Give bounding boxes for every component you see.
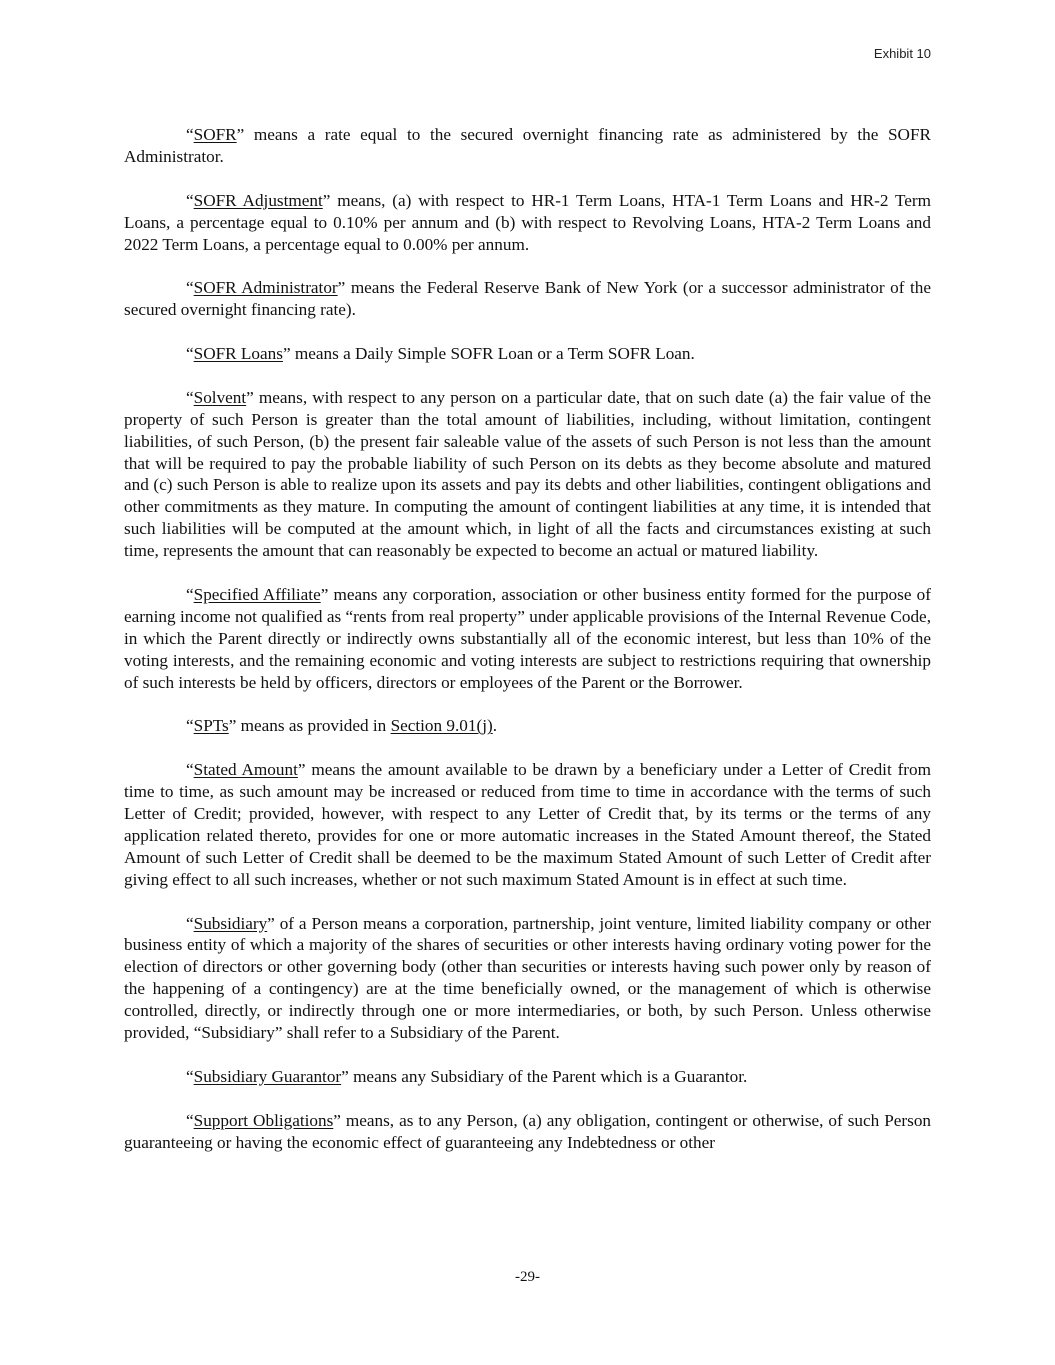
definition-text: ” means any corporation, association or other business entity formed for the purpose of earning income not qualified as “rents from real property” under applicable provisions of the Internal Revenue Code, in which the Parent directly or indirectly owns substantially all of the economic interest, but less than 10% of the voting interests, and the remaining economic and voting interests are subject to restrictions requiring that ownership of such interests be held by officers, directors or employees of the Parent or the Borrower. bbox=[124, 584, 931, 692]
defined-term: SPTs bbox=[193, 716, 229, 736]
open-quote: “ bbox=[186, 760, 194, 780]
definition-subsidiary-guarantor bbox=[124, 1066, 931, 1088]
open-quote: “ bbox=[186, 278, 194, 298]
defined-term: SOFR Administrator bbox=[193, 278, 338, 298]
defined-term: Subsidiary bbox=[193, 913, 268, 933]
definition-text: ” means a Daily Simple SOFR Loan or a Term SOFR Loan. bbox=[282, 344, 695, 364]
definition-tail: . bbox=[492, 716, 498, 736]
defined-term: Specified Affiliate bbox=[193, 584, 321, 604]
defined-term: Solvent bbox=[193, 387, 247, 407]
definition-text: ” means as provided in bbox=[228, 716, 391, 736]
definition-text: ” means, as to any Person, (a) any obligation, contingent or otherwise, of such Person guaranteeing or having the economic effect of guaranteeing any Indebtedness or other bbox=[124, 1110, 932, 1152]
open-quote: “ bbox=[186, 1110, 194, 1130]
definition-text: ” means, (a) with respect to HR-1 Term Loans, HTA-1 Term Loans and HR-2 Term Loans, a percentage equal to 0.10% per annum and (b) with respect to Revolving Loans, HTA-2 Term Loans and 2022 Term Loans, a percentage equal to 0.00% per annum. bbox=[124, 190, 931, 254]
open-quote: “ bbox=[186, 584, 194, 604]
exhibit-label: Exhibit 10 bbox=[873, 46, 931, 61]
definition-specified-affiliate bbox=[124, 584, 931, 694]
open-quote: “ bbox=[186, 125, 194, 144]
definition-solvent bbox=[124, 387, 931, 562]
definition-subsidiary bbox=[124, 913, 931, 1044]
page-number: -29- bbox=[515, 1269, 540, 1285]
definition-stated-amount bbox=[124, 759, 931, 890]
open-quote: “ bbox=[186, 387, 194, 407]
definition-sofr bbox=[124, 124, 931, 168]
open-quote: “ bbox=[186, 716, 194, 736]
definition-sofr-loans bbox=[124, 343, 931, 365]
defined-term: Stated Amount bbox=[193, 760, 298, 780]
open-quote: “ bbox=[186, 344, 194, 364]
defined-term: SOFR Loans bbox=[193, 344, 283, 364]
definition-text: ” of a Person means a corporation, partnership, joint venture, limited liability company or other business entity of which a majority of the shares of securities or other interests having ordinary voting power for the election of directors or other governing body (other than securities or interests having such power only by reason of the happening of a contingency) are at the time beneficially owned, or the management of which is otherwise controlled, directly, or indirectly through one or more intermediaries, or both, by such Person. Unless otherwise provided, “Subsidiary” shall refer to a Subsidiary of the Parent. bbox=[124, 913, 931, 1043]
definition-text: ” means any Subsidiary of the Parent which is a Guarantor. bbox=[341, 1066, 748, 1086]
open-quote: “ bbox=[186, 1066, 194, 1086]
defined-term: SOFR Adjustment bbox=[193, 190, 323, 210]
definition-support-obligations bbox=[124, 1110, 931, 1154]
defined-term: SOFR bbox=[193, 125, 237, 144]
section-reference: Section 9.01(j) bbox=[390, 716, 493, 736]
definition-text: ” means the amount available to be drawn by a beneficiary under a Letter of Credit from time to time, as such amount may be increased or reduced from time to time in accordance with the terms of such Letter of Credit; provided, however, with respect to any Letter of Credit that, by its terms or the terms of any application related thereto, provides for one or more automatic increases in the Stated Amount thereof, the Stated Amount of such Letter of Credit shall be deemed to be the maximum Stated Amount of such Letter of Credit after giving effect to all such increases, whether or not such maximum Stated Amount is in effect at such time. bbox=[124, 760, 931, 889]
open-quote: “ bbox=[186, 190, 194, 210]
definition-text: ” means, with respect to any person on a particular date, that on such date (a) the fair value of the property of such Person is greater than the total amount of liabilities, including, without limitation, contingent liabilities, of such Person, (b) the present fair saleable value of the assets of such Person is not less than the amount that will be required to pay the probable liability of such Person on its debts as they become absolute and matured and (c) such Person is able to realize upon its assets and pay its debts and other liabilities, contingent obligations and other commitments as they mature. In computing the amount of contingent liabilities at any time, it is intended that such liabilities will be computed at the amount which, in light of all the facts and circumstances existing at such time, represents the amount that can reasonably be expected to become an actual or matured liability. bbox=[124, 387, 931, 561]
defined-term: Support Obligations bbox=[193, 1110, 334, 1130]
open-quote: “ bbox=[186, 913, 194, 933]
defined-term: Subsidiary Guarantor bbox=[193, 1066, 342, 1086]
definition-text: ” means the Federal Reserve Bank of New York (or a successor administrator of the secured overnight financing rate). bbox=[124, 278, 931, 320]
definition-sofr-administrator bbox=[124, 277, 931, 321]
definition-sofr-adjustment bbox=[124, 190, 931, 256]
definition-text: ” means a rate equal to the secured overnight financing rate as administered by the SOFR Administrator. bbox=[124, 125, 931, 166]
document-body bbox=[124, 124, 931, 1175]
definition-spts bbox=[124, 715, 931, 737]
